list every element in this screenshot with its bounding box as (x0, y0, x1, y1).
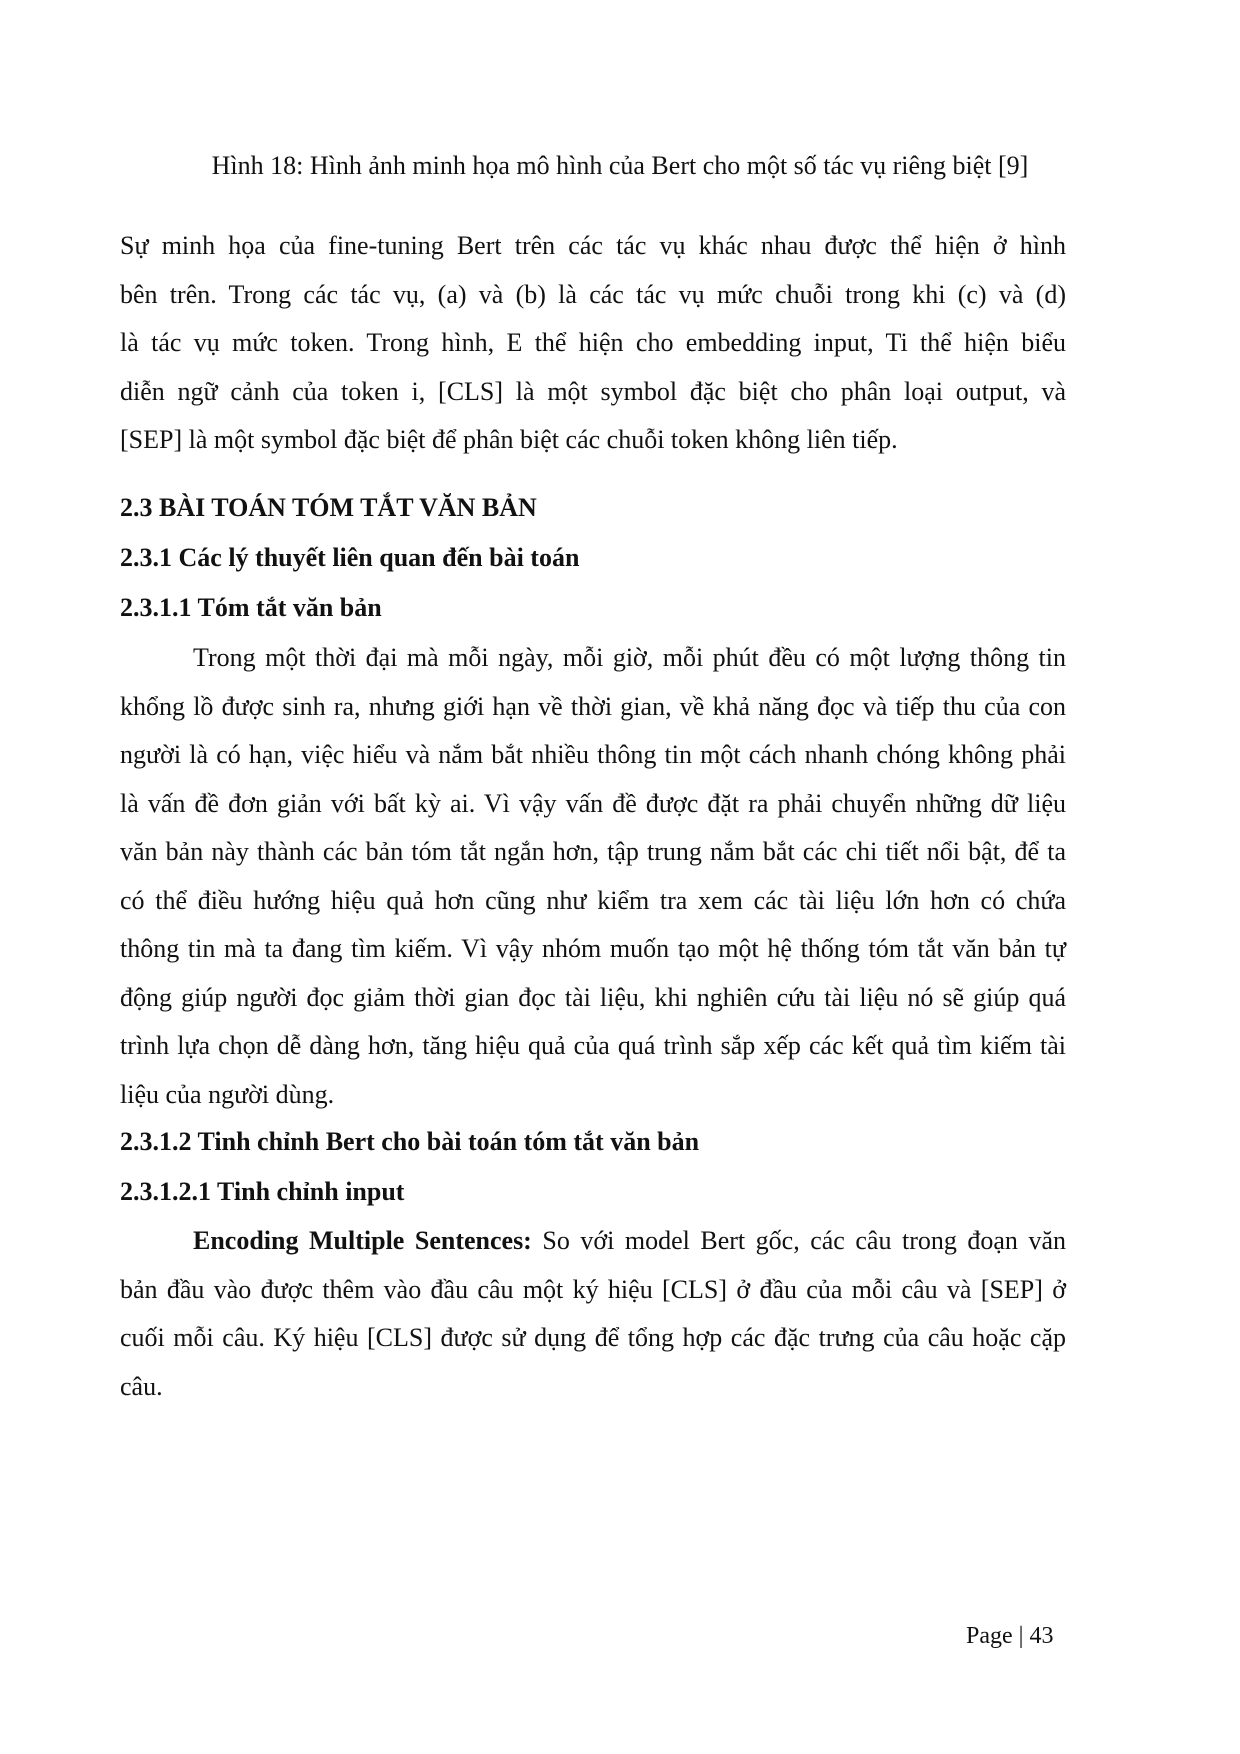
text-line: liệu của người dùng. (120, 1079, 335, 1109)
text-line: Sự minh họa của fine-tuning Bert trên các tác vụ khác nhau được thể hiện ở hình (120, 231, 1066, 260)
text-line: là tác vụ mức token. Trong hình, E thể hiện cho embedding input, Ti thể hiện biểu (120, 328, 1066, 357)
text-line: diễn ngữ cảnh của token i, [CLS] là một symbol đặc biệt cho phân loại output, và (120, 376, 1066, 406)
encoding-paragraph (120, 1217, 1066, 1411)
text-line: có thể điều hướng hiệu quả hơn cũng như kiểm tra xem các tài liệu lớn hơn có chứa (120, 885, 1066, 915)
text-line: cuối mỗi câu. Ký hiệu [CLS] được sử dụng để tổng hợp các đặc trưng của câu hoặc cặp (120, 1323, 1066, 1352)
text-line (120, 1217, 1066, 1266)
text-line: bản đầu vào được thêm vào đầu câu một ký hiệu [CLS] ở đầu của mỗi câu và [SEP] ở (120, 1274, 1066, 1304)
text-line: Trong một thời đại mà mỗi ngày, mỗi giờ, mỗi phút đều có một lượng thông tin (193, 643, 1066, 672)
text-line: trình lựa chọn dễ dàng hơn, tăng hiệu quả của quá trình sắp xếp các kết quả tìm kiếm tài (120, 1031, 1066, 1060)
text-line: câu. (120, 1371, 163, 1401)
text-line: động giúp người đọc giảm thời gian đọc tài liệu, khi nghiên cứu tài liệu nó sẽ giúp quá (120, 982, 1066, 1012)
intro-paragraph (120, 222, 1066, 465)
text-line: người là có hạn, việc hiểu và nắm bắt nhiều thông tin một cách nhanh chóng không phải (120, 740, 1066, 769)
heading-2-3-1-2-1: 2.3.1.2.1 Tinh chỉnh input (120, 1177, 405, 1206)
heading-2-3: 2.3 BÀI TOÁN TÓM TẮT VĂN BẢN (120, 493, 537, 522)
text-line: thông tin mà ta đang tìm kiếm. Vì vậy nhóm muốn tạo một hệ thống tóm tắt văn bản tự (120, 934, 1066, 963)
text-line: là vấn đề đơn giản với bất kỳ ai. Vì vậy vấn đề được đặt ra phải chuyển những dữ liệu (120, 788, 1066, 818)
text-line: văn bản này thành các bản tóm tắt ngắn hơn, tập trung nắm bắt các chi tiết nổi bật, để ta (120, 837, 1066, 866)
page-number: Page | 43 (966, 1623, 1054, 1649)
text-line: khổng lồ được sinh ra, nhưng giới hạn về thời gian, về khả năng đọc và tiếp thu của con (120, 691, 1066, 721)
text-run: So với model Bert gốc, các câu trong đoạn văn (531, 1226, 1066, 1255)
text-line: bên trên. Trong các tác vụ, (a) và (b) là các tác vụ mức chuỗi trong khi (c) và (d) (120, 279, 1066, 309)
heading-2-3-1-2: 2.3.1.2 Tinh chỉnh Bert cho bài toán tóm tắt văn bản (120, 1127, 700, 1156)
figure-caption: Hình 18: Hình ảnh minh họa mô hình của Bert cho một số tác vụ riêng biệt [9] (211, 151, 1029, 180)
summary-paragraph (120, 634, 1066, 1119)
bold-lead-term: Encoding Multiple Sentences: (193, 1226, 532, 1255)
heading-2-3-1: 2.3.1 Các lý thuyết liên quan đến bài toán (120, 543, 580, 572)
heading-2-3-1-1: 2.3.1.1 Tóm tắt văn bản (120, 593, 382, 622)
text-line: [SEP] là một symbol đặc biệt để phân biệt các chuỗi token không liên tiếp. (120, 425, 898, 454)
